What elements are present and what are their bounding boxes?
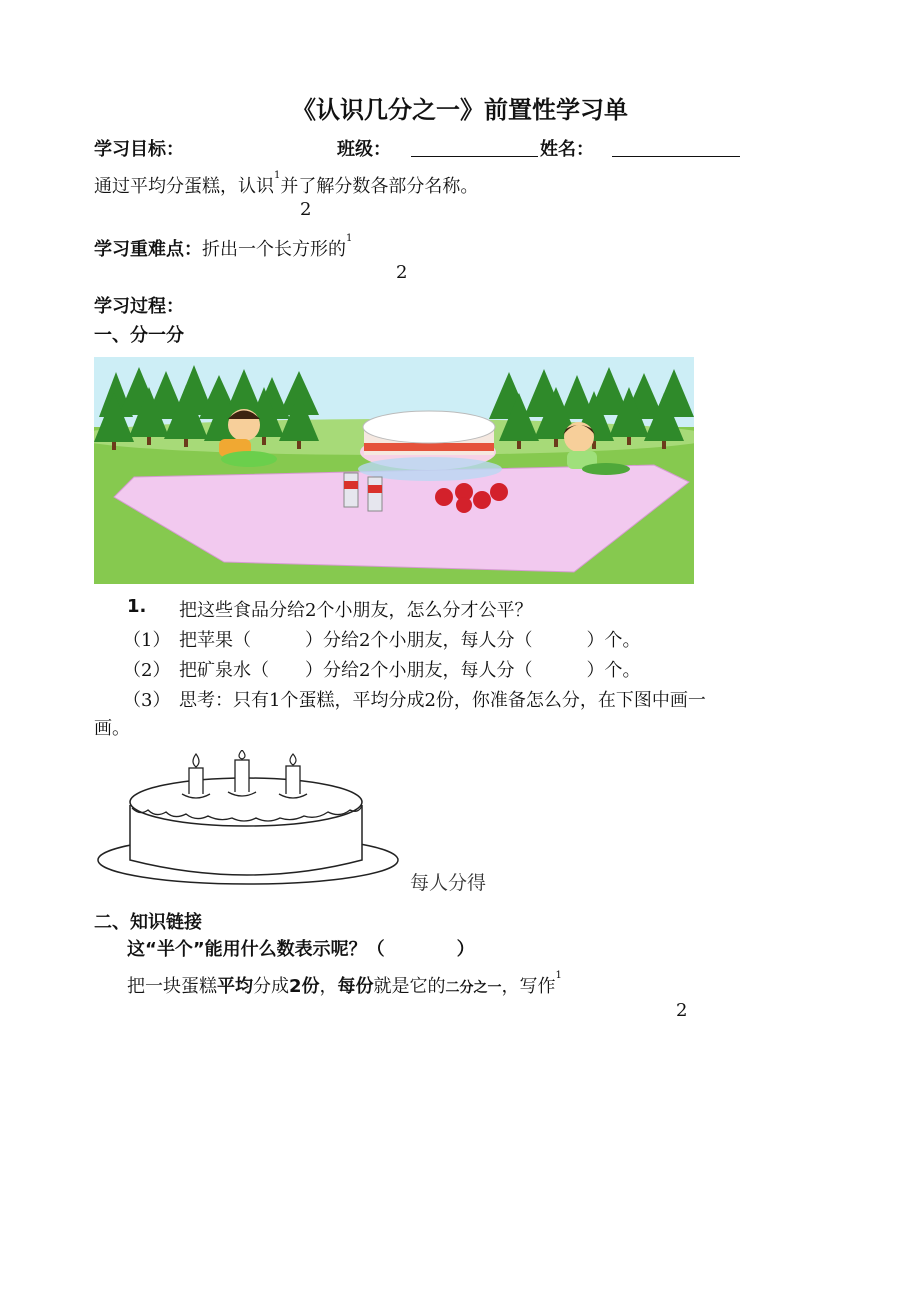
stmt-part-i: ，写作 (501, 976, 556, 997)
page-title: 《认识几分之一》前置性学习单 (292, 96, 628, 124)
item3-number: （3） (123, 690, 171, 711)
key-points-label: 学习重难点： (94, 239, 202, 260)
item1-number: （1） (123, 630, 171, 651)
name-field[interactable] (612, 138, 740, 157)
goal-text-part1: 通过平均分蛋糕，认识 (94, 176, 274, 197)
cake-caption: 每人分得 (410, 872, 487, 894)
process-label: 学习过程： (94, 296, 184, 317)
goal-text (94, 172, 478, 198)
name-label: 姓名： (540, 139, 594, 160)
picnic-scene-illustration (94, 357, 694, 584)
stmt-part-f: 每份 (337, 976, 374, 997)
key-points (94, 235, 352, 261)
stmt-part-d: 2份 (289, 976, 320, 997)
stmt-part-e: ， (319, 976, 338, 997)
item2-text: 把矿泉水（ ）分给2个小朋友，每人分（ ）个。 (179, 660, 641, 681)
stmt-fraction-denominator: 2 (676, 1000, 688, 1021)
goal-fraction-numerator: 1 (274, 170, 281, 181)
question-text: 把这些食品分给2个小朋友，怎么分才公平？ (179, 600, 533, 621)
key-fraction-numerator: 1 (346, 233, 353, 244)
stmt-part-a: 把一块蛋糕 (127, 976, 217, 997)
section2-question: 这“半个”能用什么数表示呢？（ ） (127, 939, 475, 960)
item2-number: （2） (123, 660, 171, 681)
birthday-cake-outline-illustration[interactable] (92, 750, 408, 890)
item3-continuation: 画。 (94, 718, 130, 739)
item3-text: 思考：只有1个蛋糕，平均分成2份，你准备怎么分，在下图中画一 (179, 690, 706, 711)
section2-heading: 二、知识链接 (94, 912, 202, 933)
key-points-text: 折出一个长方形的 (202, 239, 346, 260)
key-fraction-denominator: 2 (396, 262, 408, 283)
stmt-part-c: 分成 (253, 976, 289, 997)
stmt-part-g: 就是它的 (373, 976, 446, 997)
section2-statement (127, 972, 562, 998)
stmt-fraction-numerator: 1 (555, 970, 562, 981)
class-field[interactable] (411, 138, 538, 157)
section1-heading: 一、分一分 (94, 325, 184, 346)
stmt-part-h: 二分之一 (445, 980, 502, 996)
stmt-part-b: 平均 (217, 976, 253, 997)
question-number: 1. (127, 596, 147, 617)
goal-text-part2: 并了解分数各部分名称。 (280, 176, 479, 197)
class-label: 班级： (337, 139, 391, 160)
goal-label: 学习目标： (94, 139, 184, 160)
item1-text: 把苹果（ ）分给2个小朋友，每人分（ ）个。 (179, 630, 641, 651)
goal-fraction-denominator: 2 (300, 199, 312, 220)
